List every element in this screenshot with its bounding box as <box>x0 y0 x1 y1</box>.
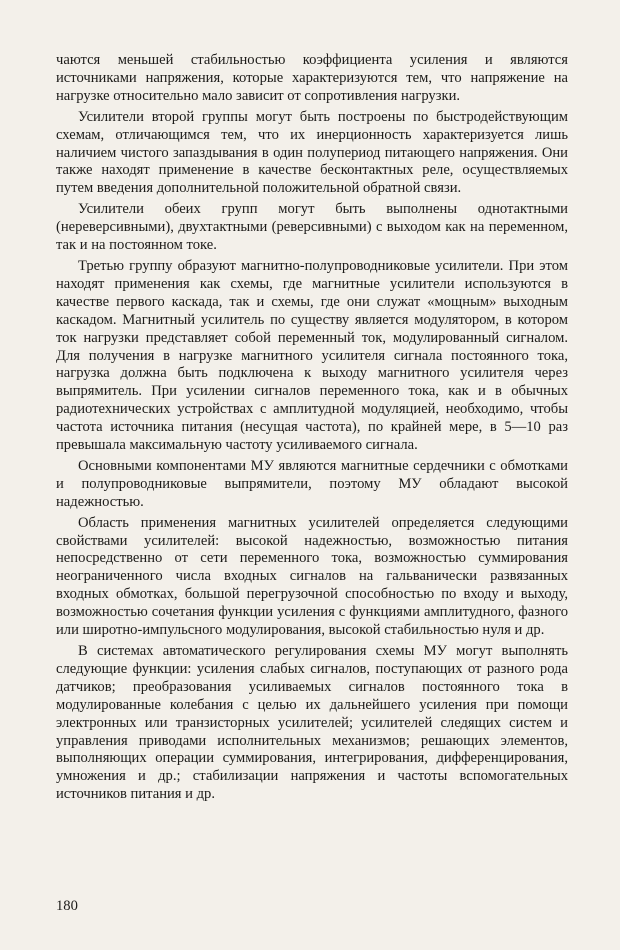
paragraph-7: В системах автоматического регулирования схемы МУ могут выполнять следующие функции: усиления слабых сигналов, поступающих от разного рода датчиков; преобразования усиливаемых сигналов постоянного тока в модулированные колебания с целью их дальнейшего усиления при помощи электронных или транзисторных усилителей; усилителей следящих систем и управления приводами исполнительных механизмов; решающих элементов, выполняющих операции суммирования, интегрирования, дифференцирования, умножения и др.; стабилизации напряжения и частоты вспомогательных источников питания и др. <box>56 643 568 803</box>
paragraph-1: чаются меньшей стабильностью коэффициента усиления и являются источниками напряжения, которые характеризуются тем, что напряжение на нагрузке относительно мало зависит от сопротивления нагрузки. <box>56 52 568 104</box>
page-body <box>56 52 568 807</box>
paragraph-4: Третью группу образуют магнитно-полупроводниковые усилители. При этом находят применения как схемы, где магнитные усилители используются в качестве первого каскада, так и схемы, где они служат «мощным» выходным каскадом. Магнитный усилитель по существу является модулятором, в котором ток нагрузки представляет собой переменный ток, модулированный сигналом. Для получения в нагрузке магнитного усилителя сигнала постоянного тока, нагрузка должна быть подключена к выходу магнитного усилителя через выпрямитель. При усилении сигналов переменного тока, как и в обычных радиотехнических устройствах с амплитудной модуляцией, необходимо, чтобы частота источника питания (несущая частота), по крайней мере, в 5—10 раз превышала максимальную частоту усиливаемого сигнала. <box>56 257 568 454</box>
paragraph-2: Усилители второй группы могут быть построены по быстродействующим схемам, отличающимся тем, что их инерционность характеризуется лишь наличием чистого запаздывания в один полупериод питающего напряжения. Они также находят применение в качестве бесконтактных реле, осуществляемых путем введения дополнительной положительной обратной связи. <box>56 108 568 197</box>
paragraph-5: Основными компонентами МУ являются магнитные сердечники с обмотками и полупроводниковые выпрямители, поэтому МУ обладают высокой надежностью. <box>56 457 568 510</box>
page-number: 180 <box>56 898 78 914</box>
paragraph-3: Усилители обеих групп могут быть выполнены однотактными (нереверсивными), двухтактными (реверсивными) с выходом как на переменном, так и на постоянном токе. <box>56 201 568 254</box>
paragraph-6: Область применения магнитных усилителей определяется следующими свойствами усилителей: высокой надежностью, возможностью питания непосредственно от сети переменного тока, возможностью суммирования неограниченного числа входных сигналов на гальванически развязанных входных обмотках, большой перегрузочной способностью по входу и выходу, возможностью сочетания функции усиления с функциями амплитудного, фазного или широтно-импульсного модулирования, высокой стабильностью нуля и др. <box>56 514 568 639</box>
